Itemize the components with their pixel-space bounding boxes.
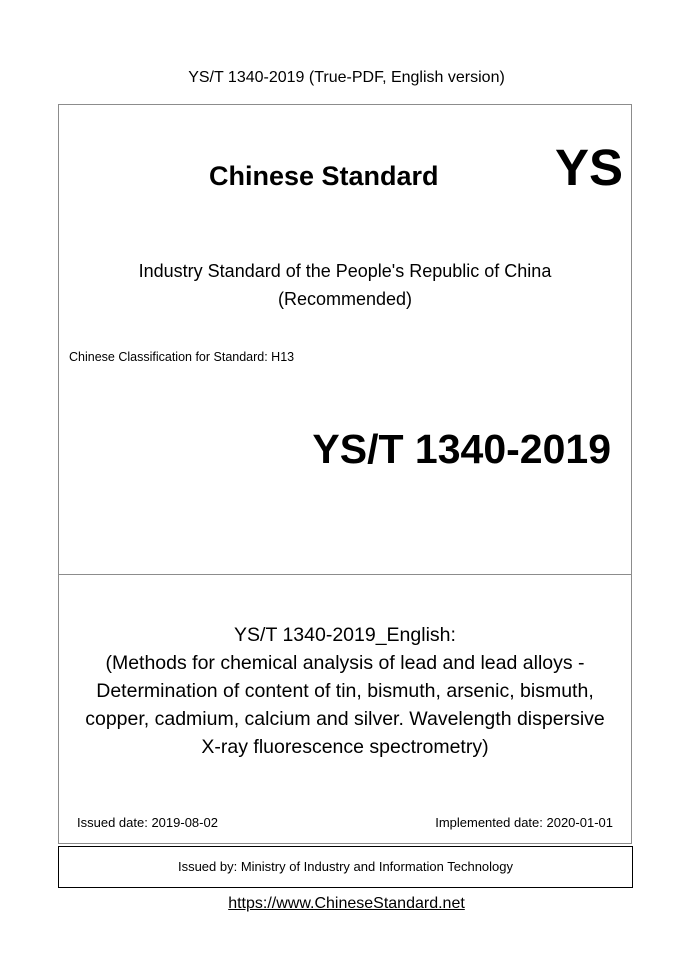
issued-by-box: Issued by: Ministry of Industry and Information Technology: [58, 846, 633, 888]
cover-frame: [58, 104, 632, 844]
section-divider: [59, 574, 631, 575]
title-line: YS/T 1340-2019_English:: [234, 624, 456, 646]
standard-title-block: [59, 621, 631, 761]
issued-date: Issued date: 2019-08-02: [77, 815, 218, 830]
document-header: YS/T 1340-2019 (True-PDF, English version): [188, 69, 505, 86]
chinese-standard-heading: Chinese Standard: [209, 161, 439, 191]
recommended-line: (Recommended): [277, 289, 413, 309]
footer: [0, 894, 693, 914]
industry-standard-line: Industry Standard of the People's Republic of China: [138, 261, 552, 281]
website-link[interactable]: https://www.ChineseStandard.net: [228, 895, 465, 912]
title-line: X-ray fluorescence spectrometry): [201, 736, 489, 758]
standard-number: YS/T 1340-2019: [312, 426, 611, 472]
industry-standard-block: [59, 257, 631, 313]
implemented-date: Implemented date: 2020-01-01: [435, 815, 613, 830]
ys-mark: YS: [554, 139, 623, 196]
title-line: copper, cadmium, calcium and silver. Wavelength dispersive: [85, 708, 605, 730]
classification-label: Chinese Classification for Standard: H13: [69, 350, 295, 364]
title-line: (Methods for chemical analysis of lead and lead alloys -: [105, 652, 585, 674]
title-line: Determination of content of tin, bismuth, arsenic, bismuth,: [96, 680, 594, 702]
